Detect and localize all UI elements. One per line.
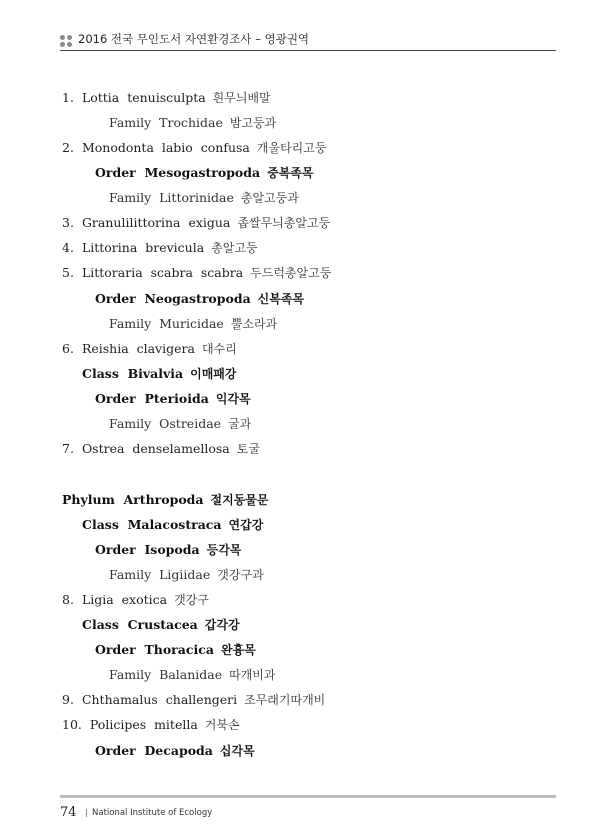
korean-name: 흰무늬배말 xyxy=(212,91,271,105)
family-entry xyxy=(109,667,276,683)
order-entry xyxy=(95,391,251,407)
korean-name: 밤고둥과 xyxy=(229,116,277,130)
korean-name: 총알고둥 xyxy=(211,241,258,255)
korean-name: 갑각강 xyxy=(204,618,240,632)
scientific-name: Order Decapoda xyxy=(95,743,213,758)
footer-divider xyxy=(60,795,556,798)
order-entry xyxy=(95,642,256,658)
entry-number: 4. xyxy=(62,240,74,255)
class-entry xyxy=(82,617,240,633)
phylum-entry xyxy=(62,492,268,508)
scientific-name: Chthamalus challengeri xyxy=(81,692,238,707)
korean-name: 토굴 xyxy=(236,442,260,456)
korean-name: 따개비과 xyxy=(229,668,276,682)
class-entry xyxy=(82,517,263,533)
footer-institute: National Institute of Ecology xyxy=(92,808,213,818)
entry-number: 8. xyxy=(62,592,74,607)
entry-number: 1. xyxy=(62,90,74,105)
scientific-name: Class Bivalvia xyxy=(82,366,184,381)
species-entry xyxy=(62,140,326,156)
scientific-name: Order Pterioida xyxy=(95,391,209,406)
korean-name: 갯강구 xyxy=(174,593,209,607)
scientific-name: Littorina brevicula xyxy=(81,240,205,255)
korean-name: 갯강구과 xyxy=(217,568,264,582)
scientific-name: Reishia clavigera xyxy=(81,341,195,356)
korean-name: 십각목 xyxy=(219,744,255,758)
entry-number: 5. xyxy=(62,265,74,280)
order-entry xyxy=(95,743,255,759)
korean-name: 총알고둥과 xyxy=(240,191,299,205)
scientific-name: Family Trochidae xyxy=(109,115,223,130)
scientific-name: Ostrea denselamellosa xyxy=(81,441,230,456)
order-entry xyxy=(95,542,241,558)
scientific-name: Order Neogastropoda xyxy=(95,291,251,306)
scientific-name: Class Crustacea xyxy=(82,617,198,632)
class-entry xyxy=(82,366,237,382)
korean-name: 익각목 xyxy=(215,392,251,406)
entry-number: 6. xyxy=(62,341,74,356)
species-entry xyxy=(62,341,237,357)
entry-number: 10. xyxy=(62,717,82,732)
korean-name: 대수리 xyxy=(201,342,237,356)
scientific-name: Family Littorinidae xyxy=(109,190,234,205)
korean-name: 굴과 xyxy=(228,417,252,431)
scientific-name: Policipes mitella xyxy=(89,717,198,732)
species-entry xyxy=(62,592,209,608)
family-entry xyxy=(109,190,299,206)
entry-number: 3. xyxy=(62,215,74,230)
korean-name: 완흉목 xyxy=(220,643,256,657)
scientific-name: Family Ostreidae xyxy=(109,416,222,431)
scientific-name: Littoraria scabra scabra xyxy=(81,265,244,280)
footer-separator: | xyxy=(85,808,88,817)
korean-name: 거북손 xyxy=(204,718,240,732)
family-entry xyxy=(109,316,277,332)
korean-name: 개울타리고둥 xyxy=(256,141,327,155)
scientific-name: Lottia tenuisculpta xyxy=(81,90,206,105)
family-entry xyxy=(109,115,276,131)
header-title: 2016 전국 무인도서 자연환경조사 – 영광권역 xyxy=(78,32,310,46)
page-number: 74 xyxy=(60,805,77,820)
korean-name: 이매패강 xyxy=(190,367,237,381)
species-entry xyxy=(62,240,258,256)
korean-name: 중복족목 xyxy=(267,166,314,180)
species-entry xyxy=(62,265,331,281)
species-entry xyxy=(62,215,330,231)
order-entry xyxy=(95,165,314,181)
scientific-name: Monodonta labio confusa xyxy=(81,140,250,155)
species-entry xyxy=(62,717,240,733)
species-entry xyxy=(62,90,271,106)
korean-name: 뿔소라과 xyxy=(230,317,278,331)
order-entry xyxy=(95,291,304,307)
scientific-name: Phylum Arthropoda xyxy=(62,492,204,507)
species-entry xyxy=(62,441,260,457)
scientific-name: Order Thoracica xyxy=(95,642,214,657)
entry-number: 2. xyxy=(62,140,74,155)
scientific-name: Granulilittorina exigua xyxy=(81,215,231,230)
family-entry xyxy=(109,416,251,432)
family-entry xyxy=(109,567,264,583)
korean-name: 절지동물문 xyxy=(210,493,269,507)
species-entry xyxy=(62,692,325,708)
scientific-name: Class Malacostraca xyxy=(82,517,222,532)
scientific-name: Family Balanidae xyxy=(109,667,223,682)
korean-name: 좁쌀무늬총알고둥 xyxy=(237,216,331,230)
scientific-name: Order Mesogastropoda xyxy=(95,165,261,180)
korean-name: 조무래기따개비 xyxy=(244,693,326,707)
scientific-name: Family Ligiidae xyxy=(109,567,211,582)
korean-name: 신복족목 xyxy=(257,292,305,306)
korean-name: 연갑강 xyxy=(228,518,264,532)
korean-name: 등각목 xyxy=(206,543,242,557)
scientific-name: Order Isopoda xyxy=(95,542,200,557)
scientific-name: Family Muricidae xyxy=(109,316,224,331)
korean-name: 두드럭총알고둥 xyxy=(250,266,332,280)
entry-number: 9. xyxy=(62,692,74,707)
entry-number: 7. xyxy=(62,441,74,456)
scientific-name: Ligia exotica xyxy=(81,592,168,607)
